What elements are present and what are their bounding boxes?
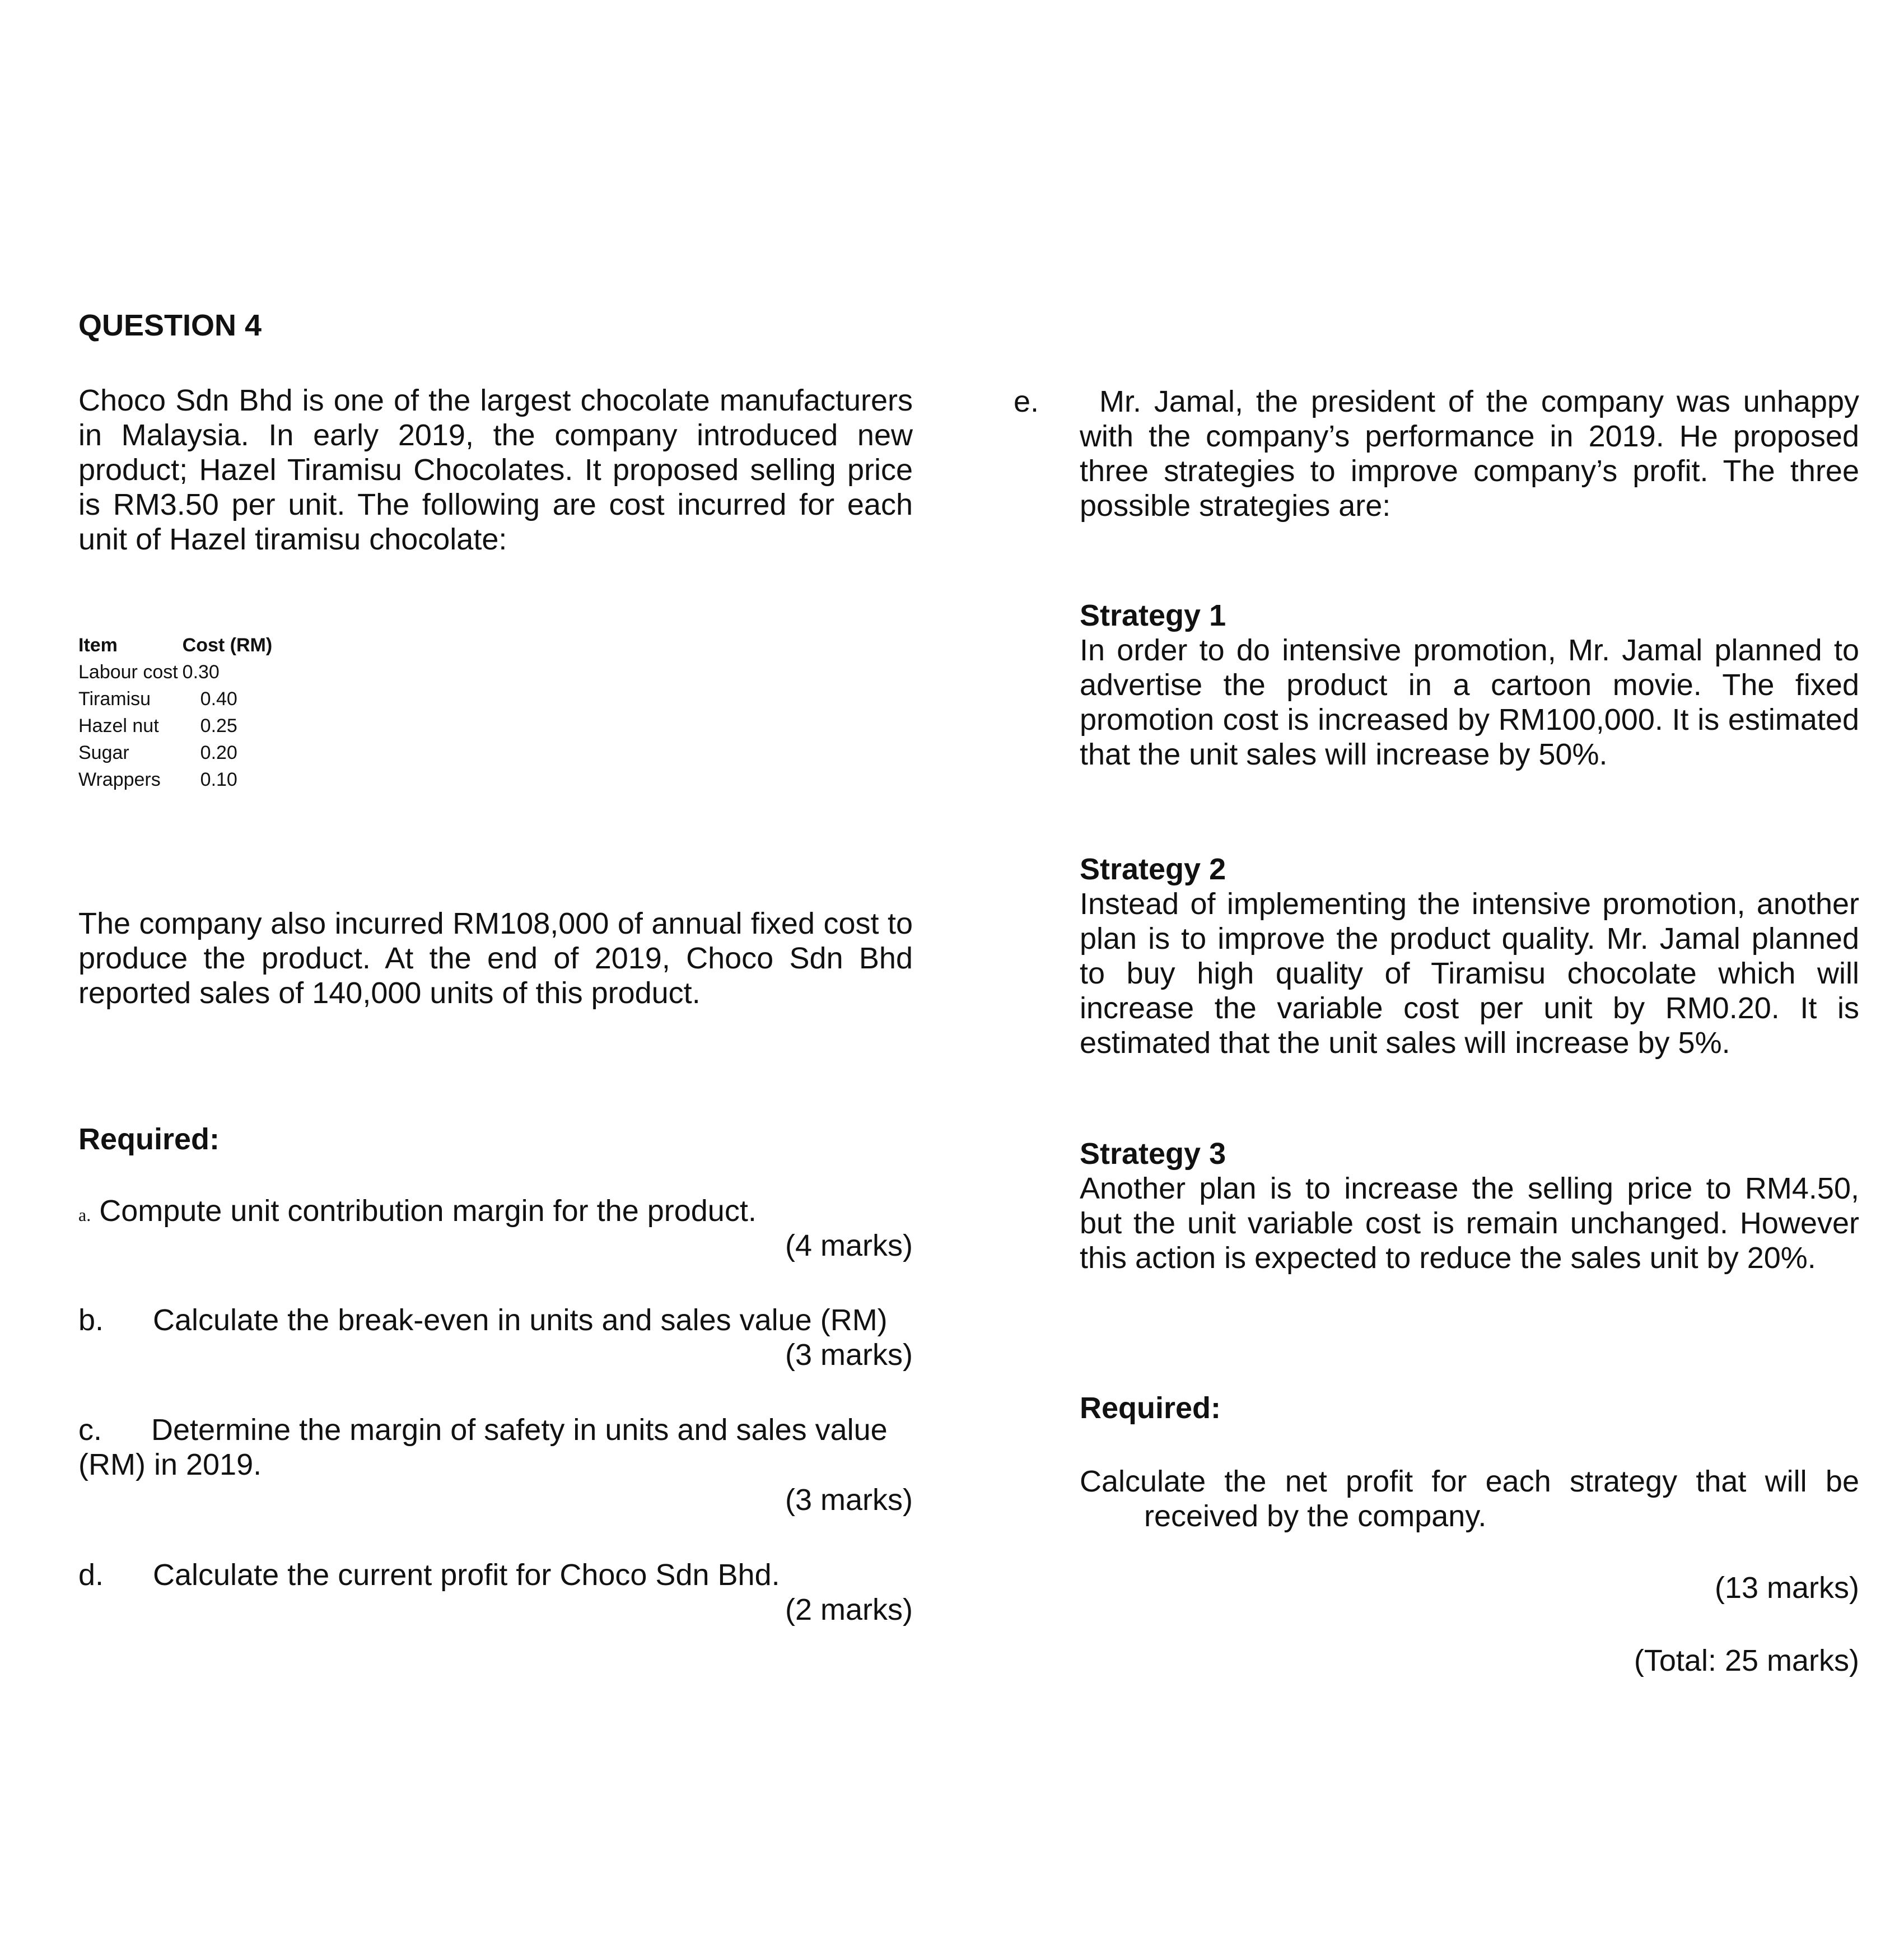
item-cell: Labour cost bbox=[78, 661, 178, 683]
item-cell: Hazel nut bbox=[78, 715, 159, 737]
item-cell: Sugar bbox=[78, 742, 129, 763]
question-c-text-2: (RM) in 2019. bbox=[78, 1448, 262, 1481]
strategy-1-text: In order to do intensive promotion, Mr. Jamal planned to advertise the product in a cartoon movie. The fixed promotion cost is increased by RM100,000. It is estimated that the unit sales will increase by 50%. bbox=[1080, 633, 1859, 771]
question-a bbox=[78, 1194, 757, 1232]
question-d-marks: (2 marks) bbox=[785, 1593, 913, 1626]
table-row bbox=[78, 659, 272, 686]
cost-cell: 0.25 bbox=[200, 715, 237, 737]
question-b-text: Calculate the break-even in units and sales value (RM) bbox=[153, 1303, 888, 1337]
part-e-label: e. bbox=[1014, 385, 1039, 418]
question-d-text: Calculate the current profit for Choco Sdn Bhd. bbox=[153, 1558, 780, 1592]
question-c-label: c. bbox=[78, 1413, 102, 1447]
part-e-required-text-2: received by the company. bbox=[1144, 1499, 1487, 1533]
question-b-label: b. bbox=[78, 1303, 104, 1337]
intro-paragraph: Choco Sdn Bhd is one of the largest chocolate manufacturers in Malaysia. In early 2019, the company introduced new product; Hazel Tiramisu Chocolates. It proposed selling price is RM3.50 per unit. The following are cost incurred for each unit of Hazel tiramisu chocolate: bbox=[78, 384, 913, 556]
required-heading: Required: bbox=[78, 1122, 220, 1156]
part-e-marks: (13 marks) bbox=[1714, 1571, 1859, 1605]
table-row bbox=[78, 686, 272, 712]
cost-table-wrap bbox=[78, 632, 272, 793]
fixed-cost-paragraph: The company also incurred RM108,000 of annual fixed cost to produce the product. At the end of 2019, Choco Sdn Bhd reported sales of 140,000 units of this product. bbox=[78, 907, 913, 1010]
table-row bbox=[78, 766, 272, 793]
part-e-intro: Mr. Jamal, the president of the company was unhappy with the company’s performance in 2019. He proposed three strategies to improve company’s profit. The three possible strategies are: bbox=[1080, 385, 1859, 523]
table-row bbox=[78, 739, 272, 766]
question-b-marks: (3 marks) bbox=[785, 1338, 913, 1372]
cost-cell: 0.40 bbox=[200, 688, 237, 710]
cost-cell: 0.30 bbox=[182, 661, 220, 683]
strategy-1-title: Strategy 1 bbox=[1080, 599, 1226, 632]
question-title: QUESTION 4 bbox=[78, 309, 262, 342]
cost-table-header bbox=[78, 632, 272, 659]
question-c-marks: (3 marks) bbox=[785, 1483, 913, 1517]
cost-cell: 0.20 bbox=[200, 742, 237, 763]
question-a-marks: (4 marks) bbox=[785, 1229, 913, 1262]
strategy-3-title: Strategy 3 bbox=[1080, 1137, 1226, 1171]
cost-table bbox=[78, 632, 272, 793]
question-d-label: d. bbox=[78, 1558, 104, 1592]
item-cell: Tiramisu bbox=[78, 688, 151, 710]
header-cost: Cost (RM) bbox=[182, 635, 273, 656]
question-c-text: Determine the margin of safety in units and sales value bbox=[151, 1413, 888, 1447]
question-a-label: a. bbox=[78, 1205, 91, 1225]
part-e-required-heading: Required: bbox=[1080, 1391, 1221, 1425]
table-row bbox=[78, 712, 272, 739]
strategy-2-text: Instead of implementing the intensive promotion, another plan is to improve the product quality. Mr. Jamal planned to buy high quality of Tiramisu chocolate which will increase the variable cost per unit by RM0.20. It is estimated that the unit sales will increase by 5%. bbox=[1080, 887, 1859, 1060]
strategy-2-title: Strategy 2 bbox=[1080, 852, 1226, 886]
total-marks: (Total: 25 marks) bbox=[1634, 1644, 1859, 1677]
part-e-required-text-1: Calculate the net profit for each strategy that will be bbox=[1080, 1465, 1859, 1498]
question-a-text: Compute unit contribution margin for the product. bbox=[99, 1194, 757, 1228]
cost-cell: 0.10 bbox=[200, 769, 237, 790]
strategy-3-text: Another plan is to increase the selling price to RM4.50, but the unit variable cost is remain unchanged. However this action is expected to reduce the sales unit by 20%. bbox=[1080, 1172, 1859, 1275]
item-cell: Wrappers bbox=[78, 769, 161, 790]
header-item: Item bbox=[78, 635, 118, 656]
